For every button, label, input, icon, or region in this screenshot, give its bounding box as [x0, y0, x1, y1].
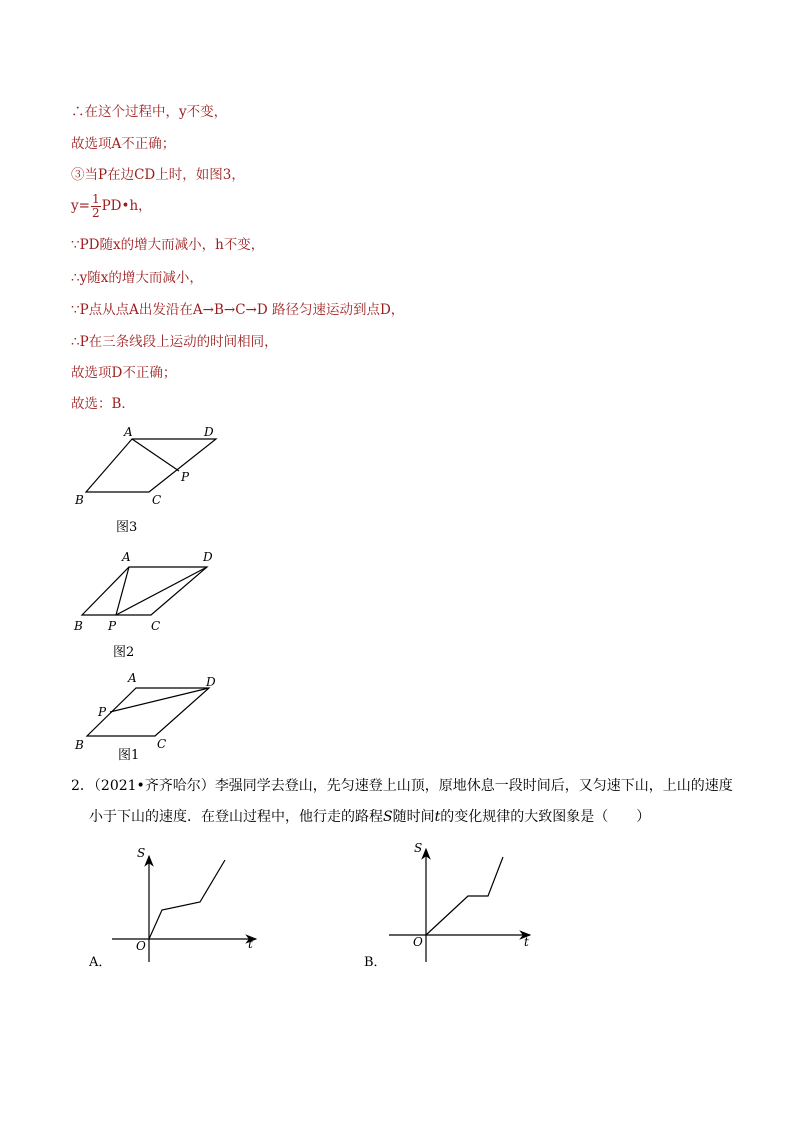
- fig3-caption: 图3: [116, 520, 138, 535]
- solution-line-8: 故选项D不正确；: [71, 365, 177, 381]
- fig1-caption: 图1: [118, 748, 140, 763]
- option-b-label-t: t: [524, 935, 529, 949]
- solution-line-6: ∵P点从点A出发沿在A→B→C→D 路径匀速运动到点D，: [71, 302, 405, 318]
- fraction-numerator: 1: [91, 192, 100, 206]
- option-a-label: A．: [89, 955, 112, 970]
- question-source: （2021•齐齐哈尔）: [93, 778, 215, 794]
- question-number: 2．: [71, 778, 94, 794]
- option-b-label-o: O: [413, 935, 423, 949]
- fig1-label-p: P: [98, 705, 107, 719]
- question-text-2c: 的变化规律的大致图象是（ ）: [440, 809, 651, 825]
- fig2-label-a: A: [122, 550, 131, 564]
- option-b-label-s: S: [414, 841, 423, 855]
- fig2-label-b: B: [74, 619, 83, 633]
- fig3-label-d: D: [204, 425, 214, 439]
- fig2-label-c: C: [151, 619, 161, 633]
- question-var-s: S: [383, 809, 393, 825]
- option-b-label: B．: [364, 955, 387, 970]
- fig3-label-c: C: [152, 493, 162, 507]
- option-a-label-o: O: [136, 939, 146, 953]
- solution-line-2: 故选项A不正确；: [71, 136, 176, 152]
- fig3-label-a: A: [124, 425, 133, 439]
- solution-line-1: ∴在这个过程中，y不变，: [71, 104, 228, 120]
- fig1-label-d: D: [206, 675, 216, 689]
- fraction-denominator: 2: [91, 206, 100, 220]
- fig2-label-d: D: [203, 550, 213, 564]
- solution-line-3: ③当P在边CD上时，如图3，: [71, 167, 245, 183]
- formula-rhs: PD•h，: [101, 198, 152, 214]
- solution-line-4: ∵PD随x的增大而减小，h不变，: [71, 237, 265, 253]
- option-a-label-t: t: [248, 937, 253, 951]
- solution-line-5: ∴y随x的增大而减小，: [71, 270, 203, 286]
- fig1-label-c: C: [157, 737, 167, 751]
- fig2-label-p: P: [108, 619, 117, 633]
- option-a-label-s: S: [137, 846, 146, 860]
- fig3-label-p: P: [181, 470, 190, 484]
- fig3-label-b: B: [75, 493, 84, 507]
- fig1-label-b: B: [75, 738, 84, 752]
- solution-line-7: ∴P在三条线段上运动的时间相同，: [71, 334, 278, 350]
- question-text-1: 李强同学去登山，先匀速登上山顶，原地休息一段时间后，又匀速下山，上山的速度: [214, 778, 733, 794]
- formula-lhs: y=: [71, 198, 90, 214]
- question-var-t: t: [434, 809, 441, 825]
- solution-line-9: 故选：B．: [71, 396, 135, 412]
- question-text-2a: 小于下山的速度．在登山过程中，他行走的路程: [89, 809, 383, 825]
- option-b-curve: [426, 857, 503, 935]
- fig1-label-a: A: [128, 671, 137, 685]
- question-text-2b: 随时间: [392, 809, 435, 825]
- fig2-caption: 图2: [113, 645, 135, 660]
